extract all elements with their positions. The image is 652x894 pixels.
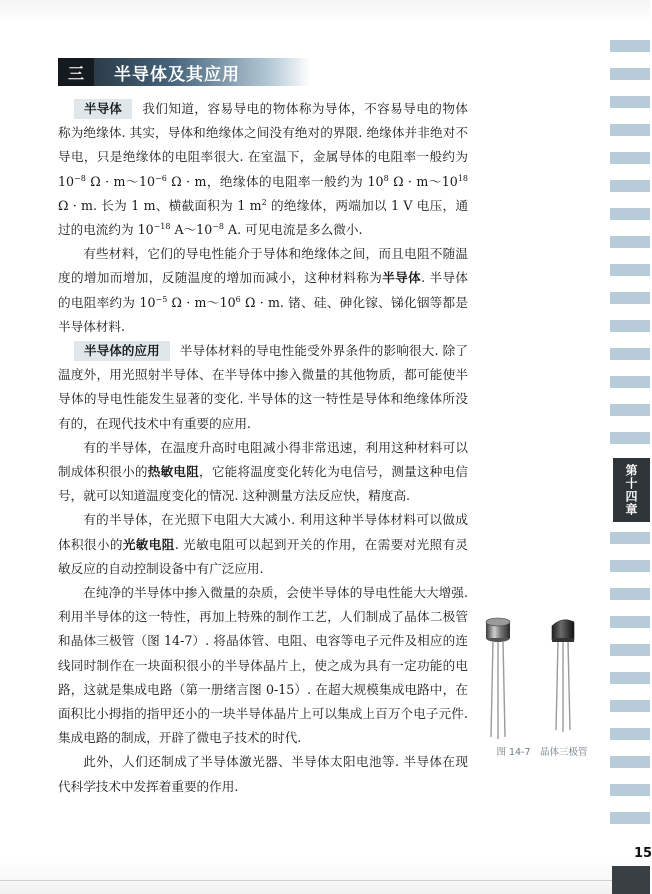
bottom-rule (0, 880, 650, 881)
bottom-edge-block (612, 866, 650, 894)
term-thermistor: 热敏电阻 (147, 464, 200, 480)
paragraph-2: 有些材料，它们的导电性能介于导体和绝缘体之间，而且电阻不随温度的增加而增加，反随温度的增加而减小，这种材料称为半导体. 半导体的电阻率约为 $10^{-5}$ $\Omega \cdot m\sim 10^6$ Ω · m. 锗、硅、砷化镓、锑化铟等都是半导体材料. (58, 246, 469, 334)
chapter-tab: 第十四章 (613, 458, 650, 522)
subhead-semiconductor: 半导体 (74, 99, 132, 119)
page-number: 15 (634, 846, 652, 861)
section-number: 三 (58, 58, 94, 86)
body-text (58, 97, 468, 799)
subhead-application: 半导体的应用 (74, 341, 170, 361)
paragraph-4: 有的半导体，在温度升高时电阻减小得非常迅速，利用这种材料可以制成体积很小的热敏电阻，它能将温度变化转化为电信号，测量这种电信号，就可以知道温度变化的情况. 这种测量方法反应快，精度高. (58, 439, 469, 504)
paragraph-7: 此外，人们还制成了半导体激光器、半导体太阳电池等. 半导体在现代科学技术中发挥着重要的作用. (58, 754, 468, 794)
section-header (58, 58, 310, 86)
transistor-illustration (478, 612, 606, 742)
edge-strip (610, 0, 650, 894)
plastic-transistor (552, 620, 574, 732)
paragraph-6: 在纯净的半导体中掺入微量的杂质，会使半导体的导电性能大大增强. 利用半导体的这一特性，再加上特殊的制作工艺，人们制成了晶体二极管和晶体三极管（图 14-7）. 将晶体管、电阻、电容等电子元件及相应的连线同时制作在一块面积很小的半导体晶片上，使之成为具有一定功能的电路，这就是集成电路（第一册绪言图 0-15）. 在超大规模集成电路中，在面积比小拇指的指甲还小的一块半导体晶片上可以集成上百万个电子元件. 集成电路的制成，开辟了微电子技术的时代. (58, 585, 468, 746)
term-semiconductor: 半导体 (382, 270, 422, 286)
figure-caption: 图 14-7 晶体三极管 (496, 747, 588, 758)
paragraph-1: 半导体 我们知道，容易导电的物体称为导体，不容易导电的物体称为绝缘体. 其实，导体和绝缘体之间没有绝对的界限. 绝缘体并非绝对不导电，只是绝缘体的电阻率很大. 在室温下，金属导体的电阻率一般约为 $10^{-8}$ $\Omega \cdot m\sim 10^{-6}$ Ω · m，绝缘体的电阻率一般约为 $10^8$ $\Omega \cdot m\sim 10^{18}$ Ω · m. 长为 1 m、横截面积为 1 $m^2$ 的绝缘体，两端加以 1 V 电压，通过的电流约为 $10^{-18}$ $A\sim 10^{-8}$ A. 可见电流是多么微小. (58, 101, 469, 238)
figure-transistors (478, 612, 606, 762)
paragraph-3: 半导体的应用 半导体材料的导电性能受外界条件的影响很大. 除了温度外，用光照射半导体、在半导体中掺入微量的其他物质，都可能使半导体的导电性能发生显著的变化. 半导体的这一特性是导体和绝缘体所没有的，在现代技术中有重要的应用. (58, 343, 468, 431)
section-title: 半导体及其应用 (114, 64, 240, 85)
paragraph-5: 有的半导体，在光照下电阻大大减小. 利用这种半导体材料可以做成体积很小的光敏电阻. 光敏电阻可以起到开关的作用，在需要对光照有灵敏反应的自动控制设备中有广泛应用. (58, 512, 469, 576)
term-photoresistor: 光敏电阻 (122, 536, 175, 552)
metal-can-transistor (486, 618, 510, 739)
